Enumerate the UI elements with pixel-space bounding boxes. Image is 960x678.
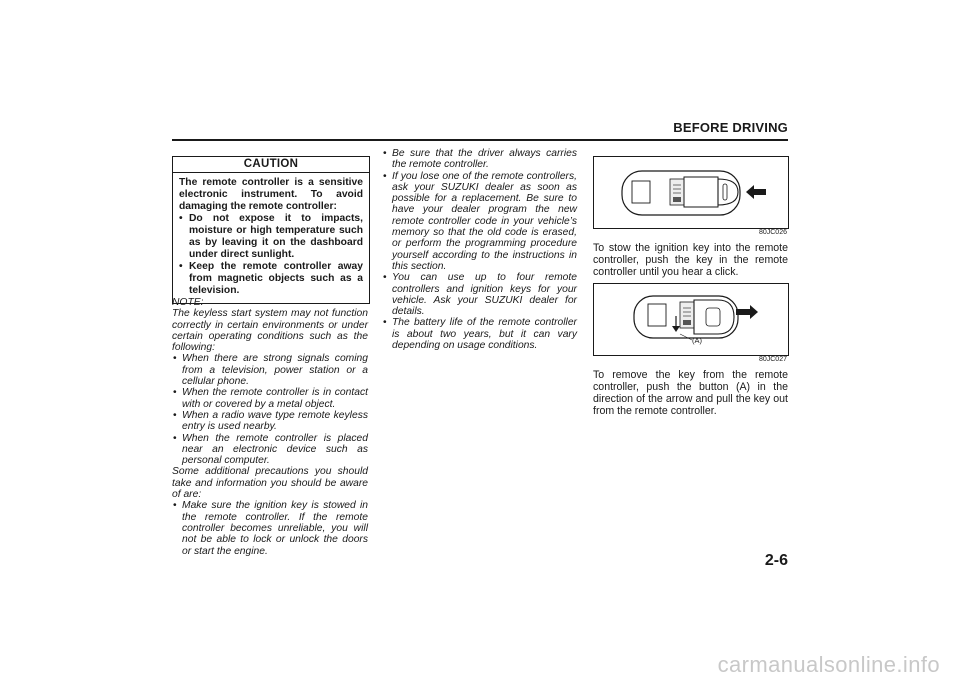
header-divider	[172, 139, 788, 141]
caution-item: • Do not expose it to impacts, moisture or high temperature such as by leaving it on the dashboard under direct sunlight.	[179, 213, 363, 261]
page-number: 2-6	[764, 552, 788, 569]
figure-remove-key	[593, 283, 789, 356]
note-precaution-item: • Make sure the ignition key is stowed in the remote controller. If the remote controller becomes unreliable, you will not be able to lock or unlock the doors or start the engine.	[172, 500, 368, 556]
note-label: NOTE:	[172, 297, 204, 308]
note-conditions-list	[172, 353, 368, 466]
note-precaution-item: • The battery life of the remote controller is about two years, but it can vary depending on usage conditions.	[382, 317, 577, 351]
caution-body	[173, 173, 369, 303]
button-a-label: (A)	[692, 336, 702, 345]
note-precaution-intro: Some additional precautions you should take and information you should be aware of are:	[172, 466, 368, 501]
note-condition-item: • When the remote controller is in contact with or covered by a metal object.	[172, 387, 368, 410]
note-precautions-list	[172, 500, 368, 556]
remote-key-insert-illustration	[594, 157, 788, 228]
note-condition-item: • When a radio wave type remote keyless entry is used nearby.	[172, 410, 368, 433]
remote-key-remove-illustration	[594, 284, 788, 355]
caution-intro: The remote controller is a sensitive electronic instrument. To avoid damaging the remote controller:	[179, 177, 363, 212]
note-precaution-item: • You can use up to four remote controllers and ignition keys for your vehicle. Ask your SUZUKI dealer for details.	[382, 272, 577, 317]
caution-box	[172, 156, 370, 304]
figure-code: 80JC027	[758, 356, 787, 363]
note-column-middle	[382, 148, 577, 351]
remove-key-instruction: To remove the key from the remote controller, push the button (A) in the direction of the arrow and pull the key out from the remote controller.	[593, 369, 788, 417]
section-title: BEFORE DRIVING	[673, 120, 788, 135]
figure-stow-key	[593, 156, 789, 229]
caution-item: • Keep the remote controller away from magnetic objects such as a television.	[179, 261, 363, 297]
caution-list	[179, 213, 363, 297]
note-precaution-item: • If you lose one of the remote controllers, ask your SUZUKI dealer as soon as possible for a replacement. Be sure to have your dealer program the new remote controller code in your vehicle’s memory so that the old code is erased, or perform the programming procedure yourself according to the instructions in this section.	[382, 171, 577, 273]
note-precaution-item: • Be sure that the driver always carries the remote controller.	[382, 148, 577, 171]
stow-key-instruction: To stow the ignition key into the remote controller, push the key in the remote controller until you hear a click.	[593, 242, 788, 278]
note-precautions-list-cont	[382, 148, 577, 351]
figure-code: 80JC026	[758, 229, 787, 236]
note-column-left	[172, 297, 368, 557]
watermark: carmanualsonline.info	[717, 652, 940, 677]
caution-title: CAUTION	[173, 157, 369, 173]
note-condition-item: • When the remote controller is placed near an electronic device such as personal computer.	[172, 433, 368, 467]
note-intro: The keyless start system may not function correctly in certain environments or under certain operating conditions such as the following:	[172, 308, 368, 354]
note-condition-item: • When there are strong signals coming from a television, power station or a cellular phone.	[172, 353, 368, 387]
